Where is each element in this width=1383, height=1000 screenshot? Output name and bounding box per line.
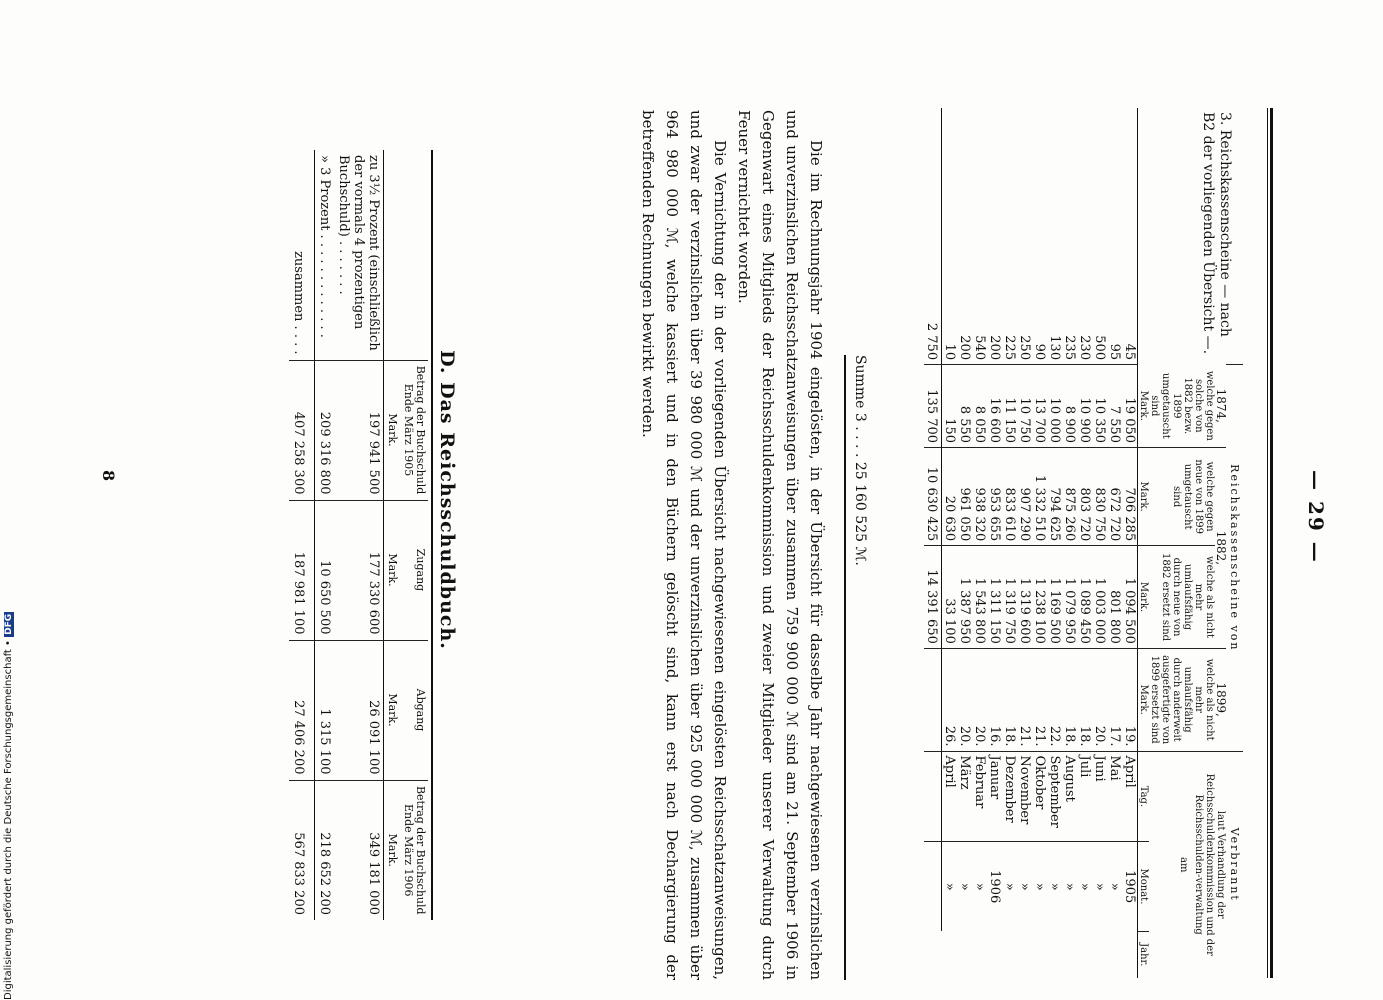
cell-c: 938 320: [972, 448, 987, 546]
top-rule-thin: [1267, 108, 1268, 978]
cell-a: 500: [1092, 335, 1107, 361]
cell-jahr: »: [942, 842, 958, 931]
col-monat: Monat.: [1138, 842, 1150, 931]
t2-header-0: [400, 150, 428, 360]
cell-tag: 26.: [942, 648, 958, 751]
cell-a: 130: [1047, 335, 1062, 361]
t2-cell: 10 650 500: [315, 500, 335, 640]
verbrannt-sub-text: laut Verhandlung der Reichsschuldenkommission und der Reichsschulden-verwaltung: [1193, 773, 1226, 956]
dfg-logo: DFG: [4, 613, 14, 635]
kassenschein-row: [1062, 108, 1077, 978]
summe-line: Summe 3 . . . . 25 160 525 ℳ.: [852, 355, 868, 566]
cell-c: 875 260: [1062, 448, 1077, 546]
cell-monat: April: [942, 751, 958, 842]
kassenscheine-table: [924, 108, 1243, 978]
t2-total-row: [289, 150, 315, 920]
cell-c: 1 332 510: [1032, 448, 1047, 546]
cell-jahr: »: [1092, 842, 1107, 931]
cell-tag: 16.: [987, 648, 1002, 751]
cell-a: 45: [1122, 343, 1137, 361]
cell-b: 10 350: [1092, 365, 1107, 448]
cell-d: 1 387 950: [957, 546, 972, 649]
am-label: am: [1178, 857, 1189, 873]
sub-header-1882b: welche als nicht mehr umlaufsfähig durch neue von 1882 ersetzt sind: [1149, 546, 1215, 649]
total-d: 14 391 650: [924, 546, 942, 649]
cell-monat: März: [957, 751, 972, 842]
unit-d: Mark.: [1138, 648, 1150, 751]
cell-d: 1 089 450: [1077, 546, 1092, 649]
unit-b: Mark.: [1138, 448, 1150, 546]
unit-c: Mark.: [1138, 546, 1150, 649]
t2-cell: 567 833 200: [289, 780, 315, 920]
cell-c: 20 630: [942, 448, 958, 546]
cell-jahr: »: [1062, 842, 1077, 931]
header-1882: 1882,: [1215, 448, 1226, 649]
verbrannt-header: Verbrannt: [1226, 751, 1243, 978]
cell-jahr: »: [1107, 842, 1122, 931]
cell-a: 250: [1017, 335, 1032, 361]
cell-jahr: 1906: [987, 842, 1002, 931]
cell-d: 1 079 950: [1062, 546, 1077, 649]
unit-a: Mark.: [1138, 390, 1149, 421]
cell-jahr: »: [1077, 842, 1092, 931]
kassenschein-row: [1017, 108, 1032, 978]
cell-b: 150: [942, 365, 958, 448]
verbrannt-sub-header: [1149, 751, 1226, 978]
cell-d: 1 319 600: [1017, 546, 1032, 649]
t2-cell: 177 330 600: [334, 500, 384, 640]
cell-tag: 20.: [972, 648, 987, 751]
cell-monat: Oktober: [1032, 751, 1047, 842]
cell-d: 1 094 500: [1122, 546, 1138, 649]
digitization-credit: [2, 0, 16, 1000]
cell-d: 33 100: [942, 546, 958, 649]
cell-c: 794 625: [1047, 448, 1062, 546]
kassenschein-row: [1122, 108, 1138, 978]
cell-b: 10 900: [1077, 365, 1092, 448]
sub-header-1874: welche gegen solche von 1882 bezw. 1899 umgetauscht sind: [1149, 370, 1215, 441]
header-1874: 1874,: [1214, 388, 1228, 423]
cell-monat: Juni: [1092, 751, 1107, 842]
section-title: D. Das Reichsschuldbuch.: [436, 350, 458, 650]
cell-b: 7 550: [1107, 365, 1122, 448]
cell-tag: 18.: [1002, 648, 1017, 751]
kassenschein-row: [987, 108, 1002, 978]
t2-unit-2: Mark.: [384, 500, 401, 640]
kassenschein-row: [1107, 108, 1122, 978]
cell-jahr: »: [1002, 842, 1017, 931]
total-b: 135 700: [924, 365, 942, 448]
cell-b: 11 150: [1002, 365, 1017, 448]
cell-c: 961 050: [957, 448, 972, 546]
t2-row-label: » 3 Prozent . . . . . . . . . . . . .: [317, 155, 332, 338]
total-c: 10 630 425: [924, 448, 942, 546]
cell-b: 10 750: [1017, 365, 1032, 448]
t2-row-label: zusammen . . . .: [291, 251, 306, 355]
sub-header-1882a: welche gegen neue von 1899 umgetauscht sind: [1149, 448, 1215, 546]
t2-header-1: Betrag der Buchschuld Ende März 1905: [400, 360, 428, 500]
cell-jahr: »: [957, 842, 972, 931]
kassenschein-row: [1047, 108, 1062, 978]
cell-tag: 18.: [1062, 648, 1077, 751]
kassenschein-row: [1077, 108, 1092, 978]
cell-c: 672 720: [1107, 448, 1122, 546]
cell-b: 8 550: [957, 365, 972, 448]
cell-b: 13 700: [1032, 365, 1047, 448]
cell-c: 953 655: [987, 448, 1002, 546]
t2-header-3: Abgang: [400, 640, 428, 780]
cell-monat: Januar: [987, 751, 1002, 842]
cell-c: 907 290: [1017, 448, 1032, 546]
cell-b: 8 900: [1062, 365, 1077, 448]
paragraph-2: Die Vernichtung der in der vorliegenden Übersicht nachgewiesenen eingelösten Reichsschatzanweisungen, und zwar der verzinslichen über 39 980 000 ℳ und der unverzinslichen über 925 000 000 ℳ, zusammen über 964 980 000 ℳ, welche kassiert und in den Büchern gelöscht sind, kann erst nach Dechargierung der betreffenden Rechnungen bewirkt werden.: [639, 110, 729, 980]
cell-b: 16 600: [987, 365, 1002, 448]
total-a: 2 750: [924, 108, 942, 365]
t2-cell: 1 315 100: [315, 640, 335, 780]
page-number: — 29 —: [1304, 470, 1328, 564]
cell-jahr: »: [1017, 842, 1032, 931]
cell-d: 801 800: [1107, 546, 1122, 649]
cell-d: 1 003 000: [1092, 546, 1107, 649]
t2-cell: 27 406 200: [289, 640, 315, 780]
summe-rule: [844, 355, 846, 980]
header-1899: 1899,: [1215, 648, 1226, 751]
left-label: 3. Reichskassenscheine — nach B2 der vorliegenden Übersicht —.: [1200, 112, 1233, 355]
cell-a: 235: [1062, 335, 1077, 361]
t2-header-2: Zugang: [400, 500, 428, 640]
t2-cell: 209 316 800: [315, 360, 335, 500]
kassenscheine-rows: [942, 108, 1138, 978]
t2-cell: 218 652 200: [315, 780, 335, 920]
cell-c: 833 610: [1002, 448, 1017, 546]
cell-c: 830 750: [1092, 448, 1107, 546]
cell-tag: 18.: [1077, 648, 1092, 751]
cell-monat: November: [1017, 751, 1032, 842]
kassenschein-row: [1092, 108, 1107, 978]
reichsschuldbuch-table: [289, 150, 428, 920]
t2-unit-1: Mark.: [384, 360, 401, 500]
cell-b: 19 050: [1122, 365, 1138, 448]
t2-cell: 187 981 100: [289, 500, 315, 640]
top-rule: [1270, 108, 1273, 978]
cell-tag: 21.: [1032, 648, 1047, 751]
cell-tag: 20.: [1092, 648, 1107, 751]
t2-row: [315, 150, 335, 920]
cell-jahr: »: [972, 842, 987, 931]
cell-jahr: »: [1032, 842, 1047, 931]
cell-monat: Februar: [972, 751, 987, 842]
sub-header-1899: welche als nicht mehr umlaufsfähig durch anderweit ausgefertigte von 1899 ersetzt sind: [1149, 648, 1215, 751]
cell-c: 706 285: [1122, 448, 1138, 546]
credit-text: Digitalisierung gefördert durch die Deutsche Forschungsgemeinschaft •: [3, 640, 14, 1000]
cell-d: 1 169 500: [1047, 546, 1062, 649]
cell-tag: 22.: [1047, 648, 1062, 751]
cell-tag: 17.: [1107, 648, 1122, 751]
t2-header-4: Betrag der Buchschuld Ende März 1906: [400, 780, 428, 920]
kassenschein-row: [942, 108, 958, 978]
cell-monat: Juli: [1077, 751, 1092, 842]
totals-row: [924, 108, 942, 978]
col-jahr: Jahr.: [1138, 931, 1150, 978]
kassenschein-row: [957, 108, 972, 978]
t2-unit-3: Mark.: [384, 640, 401, 780]
cell-a: 90: [1032, 343, 1047, 361]
cell-a: 10: [942, 343, 957, 361]
cell-monat: Dezember: [1002, 751, 1017, 842]
t2-cell: 26 091 100: [334, 640, 384, 780]
cell-tag: 21.: [1017, 648, 1032, 751]
cell-a: 540: [972, 335, 987, 361]
paragraph-1: Die im Rechnungsjahr 1904 eingelösten, in der Übersicht für dasselbe Jahr nachgewiesenen verzinslichen und unverzinslichen Reichsschatzanweisungen über zusammen 759 900 000 ℳ sind am 21. September 1906 in Gegenwart eines Mitglieds der Reichsschuldenkommission und zweier Mitglieder unserer Verwaltung durch Feuer vernichtet worden.: [735, 110, 825, 980]
kassenschein-row: [1032, 108, 1047, 978]
cell-d: 1 238 100: [1032, 546, 1047, 649]
cell-d: 1 543 800: [972, 546, 987, 649]
cell-a: 95: [1107, 343, 1122, 361]
t2-row: [334, 150, 384, 920]
cell-tag: 20.: [957, 648, 972, 751]
table2-top-rule: [431, 150, 433, 920]
cell-monat: April: [1122, 751, 1138, 842]
cell-jahr: »: [1047, 842, 1062, 931]
cell-b: 8 050: [972, 365, 987, 448]
cell-jahr: 1905: [1122, 842, 1138, 931]
cell-a: 200: [957, 335, 972, 361]
t2-cell: 349 181 000: [334, 780, 384, 920]
cell-a: 225: [1002, 335, 1017, 361]
cell-d: 1 311 150: [987, 546, 1002, 649]
cell-monat: Mai: [1107, 751, 1122, 842]
cell-monat: August: [1062, 751, 1077, 842]
t2-cell: 197 941 500: [334, 360, 384, 500]
cell-b: 10 000: [1047, 365, 1062, 448]
t2-cell: 407 258 300: [289, 360, 315, 500]
kassenschein-row: [972, 108, 987, 978]
body-text: [636, 110, 828, 980]
cell-c: 803 720: [1077, 448, 1092, 546]
cell-a: 230: [1077, 335, 1092, 361]
cell-monat: September: [1047, 751, 1062, 842]
col-tag: Tag.: [1138, 751, 1150, 842]
t2-row-label: zu 3½ Prozent (einschließlich der vormals 4 prozentigen Buchschuld) . . . . . . .: [336, 155, 381, 351]
group-header: Reichskassenscheine von: [1226, 365, 1243, 751]
cell-tag: 19.: [1122, 648, 1138, 751]
cell-d: 1 319 750: [1002, 546, 1017, 649]
signature-mark: 8: [99, 470, 118, 482]
cell-a: 200: [987, 335, 1002, 361]
kassenschein-row: [1002, 108, 1017, 978]
t2-unit-4: Mark.: [384, 780, 401, 920]
